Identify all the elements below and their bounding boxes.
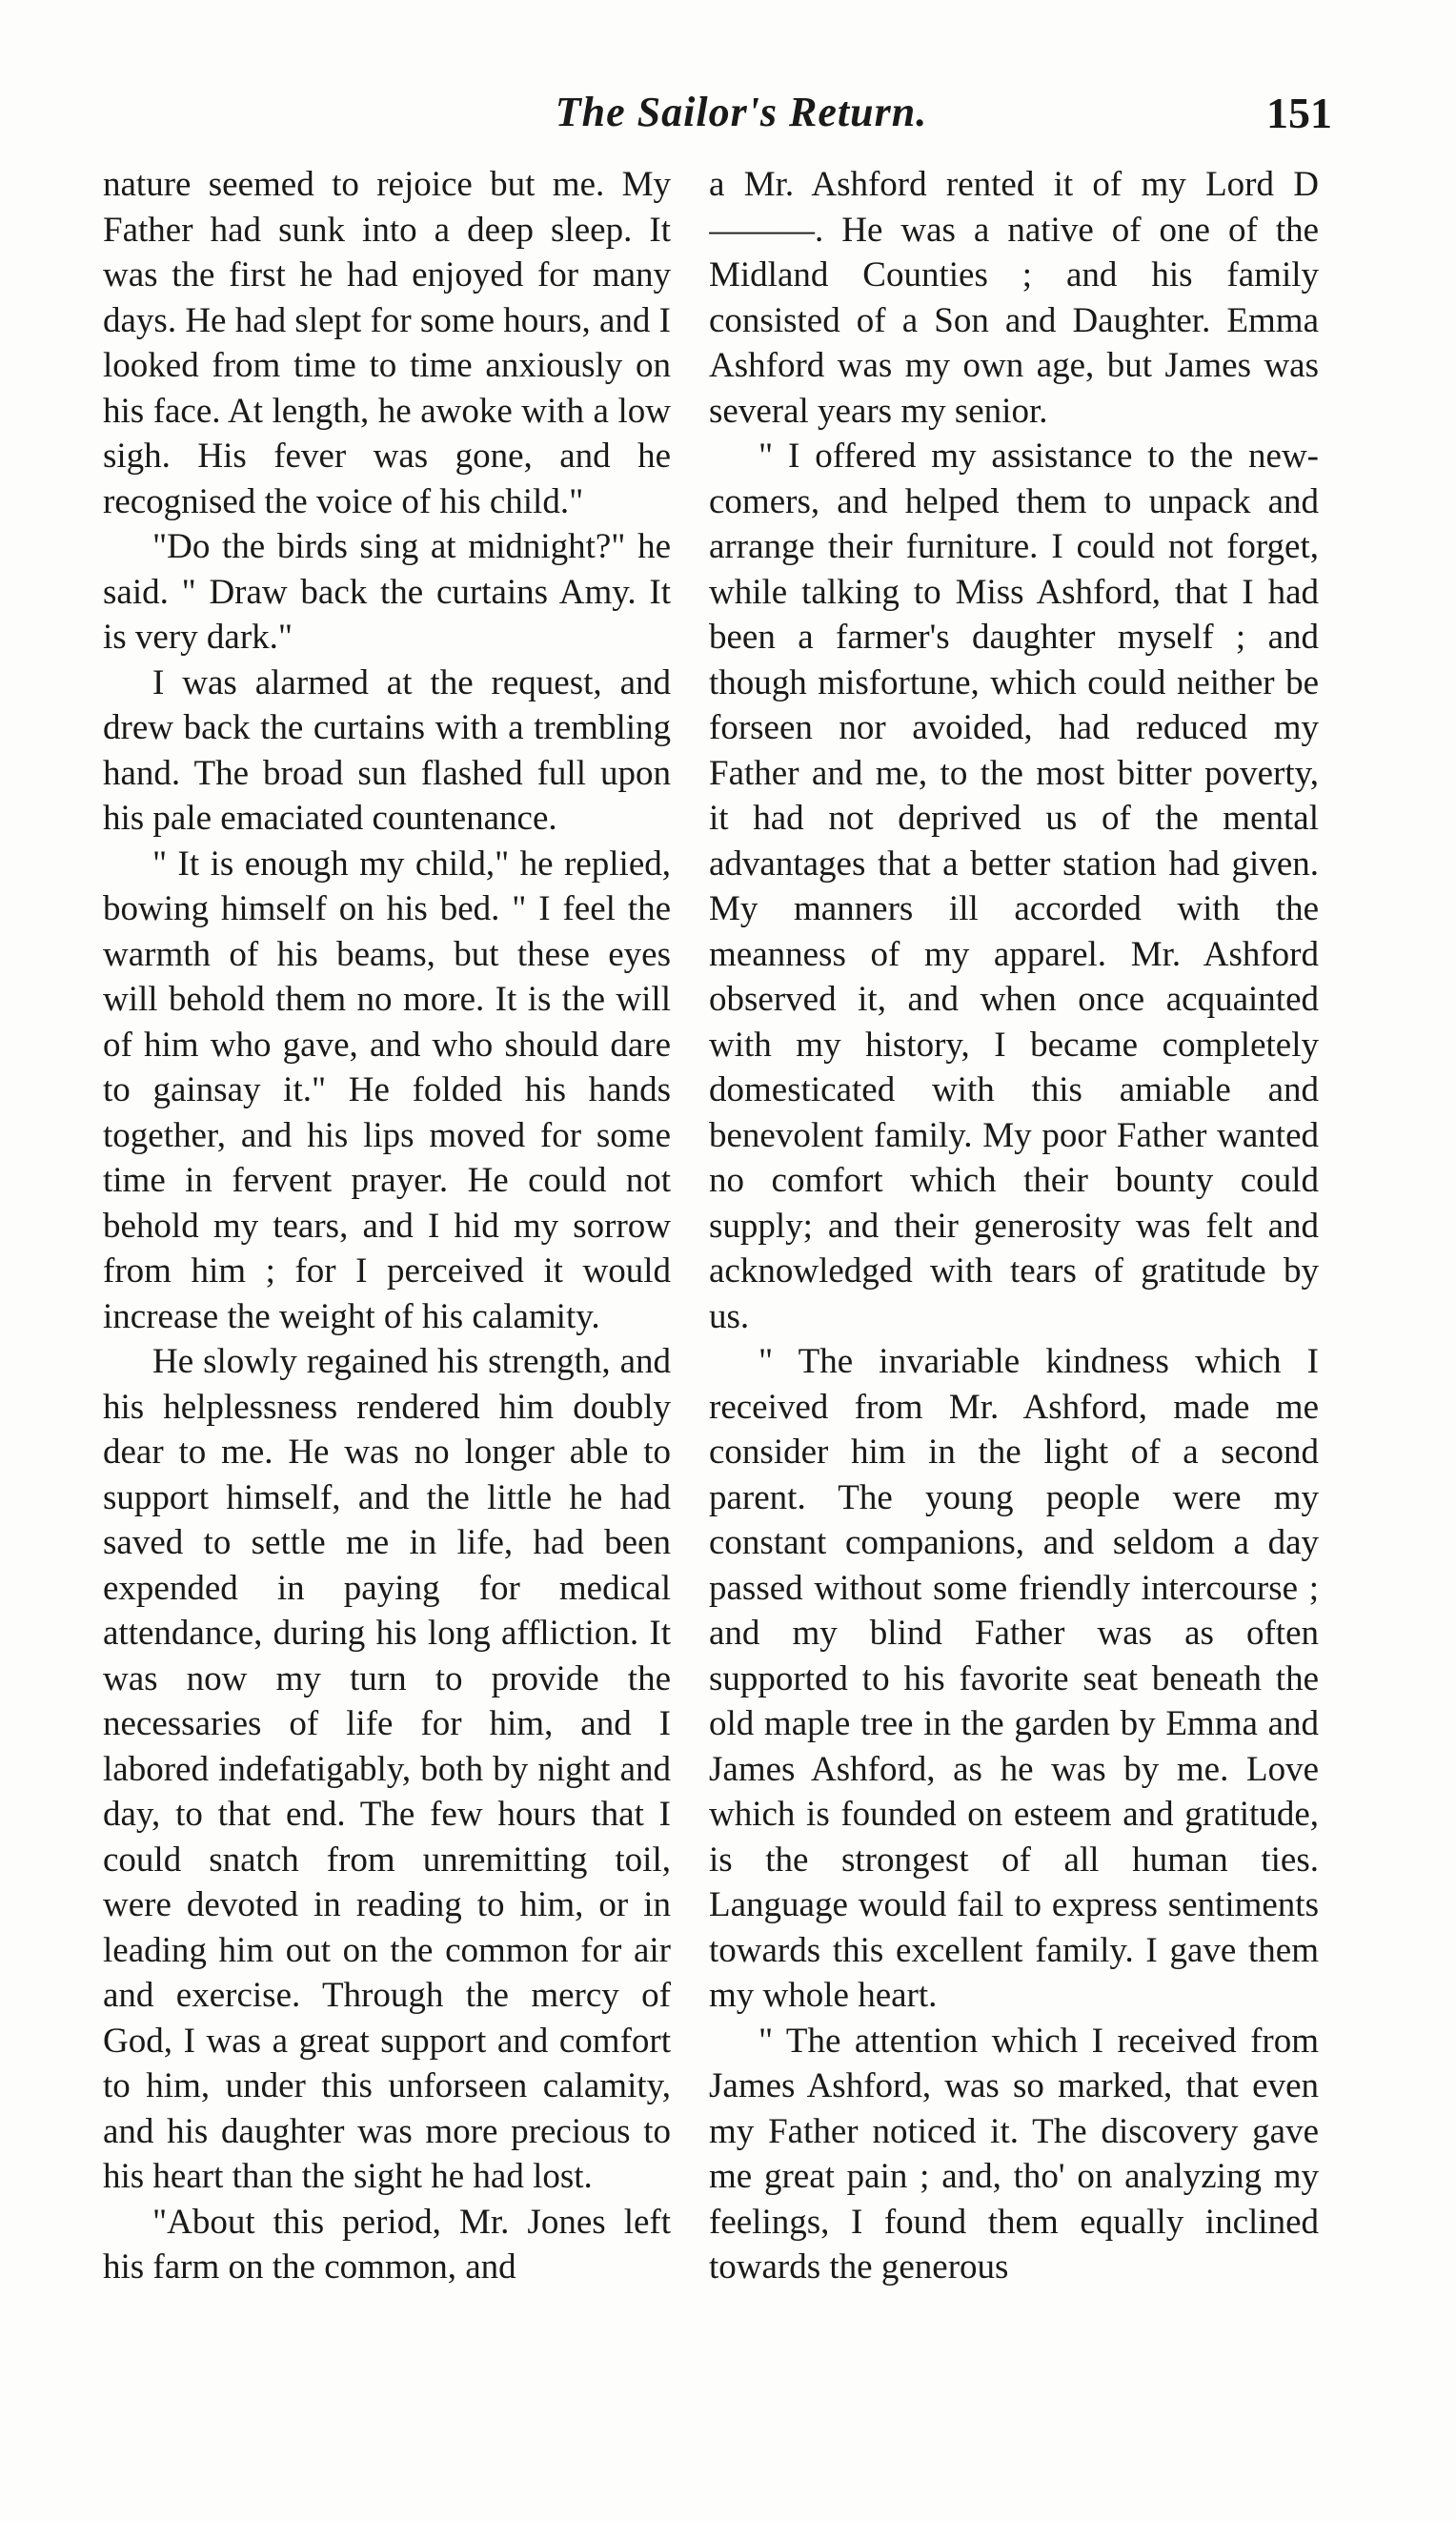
paragraph: " It is enough my child," he replied, bowing himself on his bed. " I feel the warmth of his beams, but these eyes will behold them no more. It is the will of him who gave, and who should dare to gainsay it." He folded his hands together, and his lips moved for some time in fervent prayer. He could not behold my tears, and I hid my sorrow from him ; for I perceived it would increase the weight of his calamity. <box>103 844 671 1336</box>
paragraph: "Do the birds sing at midnight?" he said. " Draw back the curtains Amy. It is very dark." <box>103 527 671 657</box>
right-column <box>709 162 1319 2488</box>
paragraph: " The invariable kindness which I received from Mr. Ashford, made me consider him in the light of a second parent. The young people were my constant companions, and seldom a day passed without some friendly intercourse ; and my blind Father was as often supported to his favorite seat beneath the old maple tree in the garden by Emma and James Ashford, as he was by me. Love which is founded on esteem and gratitude, is the strongest of all human ties. Language would fail to express sentiments towards this excellent family. I gave them my whole heart. <box>709 1342 1319 2015</box>
paragraph: I was alarmed at the request, and drew back the curtains with a trembling hand. The broad sun flashed full upon his pale emaciated countenance. <box>103 662 671 838</box>
paragraph: " The attention which I received from James Ashford, was so marked, that even my Father noticed it. The discovery gave me great pain ; and, tho' on analyzing my feelings, I found them equally inclined towards the generous <box>709 2021 1319 2287</box>
paragraph: nature seemed to rejoice but me. My Father had sunk into a deep sleep. It was the first he had enjoyed for many days. He had slept for some hours, and I looked from time to time anxiously on his face. At length, he awoke with a low sigh. His fever was gone, and he recognised the voice of his child." <box>103 165 671 521</box>
paragraph: a Mr. Ashford rented it of my Lord D———. He was a native of one of the Midland Counties ; and his family consisted of a Son and Daughter. Emma Ashford was my own age, but James was several years my senior. <box>709 165 1319 431</box>
paragraph: " I offered my assistance to the new-comers, and helped them to unpack and arrange their furniture. I could not forget, while talking to Miss Ashford, that I had been a farmer's daughter myself ; and though misfortune, which could neither be forseen nor avoided, had reduced my Father and me, to the most bitter poverty, it had not deprived us of the mental advantages that a better station had given. My manners ill accorded with the meanness of my apparel. Mr. Ashford observed it, and when once acquainted with my history, I became completely domesticated with this amiable and benevolent family. My poor Father wanted no comfort which their bounty could supply; and their generosity was felt and acknowledged with tears of gratitude by us. <box>709 437 1319 1336</box>
running-title: The Sailor's Return. <box>555 89 928 135</box>
paragraph: "About this period, Mr. Jones left his farm on the common, and <box>103 2202 671 2287</box>
page-number: 151 <box>1266 89 1332 137</box>
paragraph: He slowly regained his strength, and his helplessness rendered him doubly dear to me. He was no longer able to support himself, and the little he had saved to settle me in life, had been expended in paying for medical attendance, during his long affliction. It was now my turn to provide the necessaries of life for him, and I labored indefatigably, both by night and day, to that end. The few hours that I could snatch from unremitting toil, were devoted in reading to him, or in leading him out on the common for air and exercise. Through the mercy of God, I was a great support and comfort to him, under this unforseen calamity, and his daughter was more precious to his heart than the sight he had lost. <box>103 1342 671 2196</box>
left-column <box>103 162 671 2488</box>
